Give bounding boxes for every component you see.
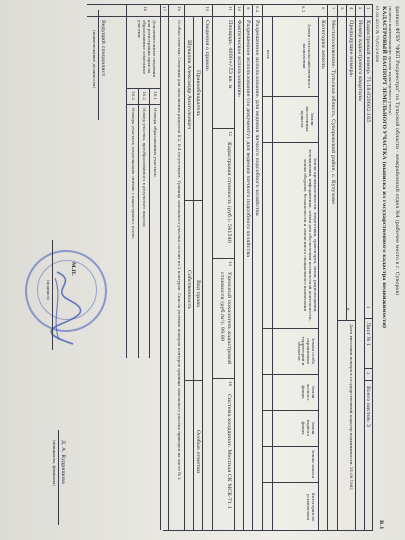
rule-h	[160, 4, 161, 530]
rule-h	[346, 4, 347, 320]
rule-h	[243, 4, 244, 530]
signer-caption: (инициалы, фамилия)	[52, 440, 57, 487]
rule-h	[138, 88, 139, 358]
rule-v	[185, 380, 203, 381]
cat-industry: Земли промышленности, энергетики, транспорта, связи, радиовещания, телевидения, информатики, земли для обеспечения космической деятельности, земли обороны, безопасности и земли иного специального назначения	[303, 149, 318, 321]
rule-v	[365, 380, 373, 381]
rule-h	[262, 4, 263, 530]
row-num-1: 1	[366, 7, 371, 10]
rule-v	[185, 200, 203, 201]
cadastral-value: Кадастровая стоимость (руб.): 541540	[226, 142, 232, 243]
unit-value: Удельный показатель кадастровой стоимости (руб./м²): 99.89	[219, 272, 232, 365]
cadastral-number: Кадастровый номер: 71:18:020602:165	[365, 20, 371, 123]
previous-numbers: Предыдущие номера:	[348, 20, 354, 78]
cat-water: Земли водного фонда	[301, 419, 316, 437]
formed-plots: Номера образованных участков:	[153, 108, 158, 177]
row-num-5: 5	[340, 7, 345, 10]
rule-numcol	[87, 16, 373, 17]
holder-name: Шувалов Александр Анатольевич	[186, 40, 192, 130]
row-num-18-3: 18.3	[131, 91, 136, 100]
cat-agri: Земли сельскохозяйственного назначения	[302, 23, 312, 89]
rule-top	[372, 4, 373, 530]
signature-caption: (подпись)	[46, 280, 51, 301]
area: Площадь: 4000+/-53 кв. м	[227, 20, 233, 89]
office-name: филиал ФГБУ "ФКП Росреестра" по Тульской области - межрайонный отдел №4 (рабочее место в г. Суворов)	[394, 6, 400, 296]
rule-v	[365, 368, 373, 369]
permitted-use-doc: Разрешенное использование (по документу): для ведения личного подсобного хозяйства	[245, 20, 251, 258]
entry-date: Дата внесения номера в государственный кадастр недвижимости: 24.09.1992	[349, 324, 354, 490]
col-holder: Правообладатель	[195, 70, 201, 117]
row-num-15: 15	[205, 6, 210, 12]
cat-reserve: Земли запаса	[311, 449, 316, 479]
row-num-4: 4	[349, 7, 354, 10]
role-caption: (наименование должности)	[92, 30, 97, 89]
rule-v	[213, 128, 235, 129]
rule-sign	[52, 240, 53, 350]
official-role: Ведущий специалист	[100, 20, 106, 77]
land-category: Категория земель:	[320, 20, 326, 70]
special-notes: Особые отметки: Сведения для заполнения разделов В.2, В.4 отсутствуют. Граница земельного участка состоит из 2 контуров. Список учетных номеров контуров границы земельного участка приведен на листе № 2	[177, 20, 182, 480]
row-num-17: 17	[162, 6, 167, 12]
rule-h	[202, 16, 203, 530]
row-num-6: 6	[346, 308, 351, 311]
rule-v	[127, 88, 161, 89]
rule-h	[364, 4, 365, 530]
rule-h	[126, 4, 127, 358]
rule-sign	[58, 430, 59, 525]
row-num-2: 2	[358, 7, 363, 10]
transformed-plot: Номер участка, преобразованного в результате выдела:	[142, 108, 147, 228]
row-num-10: 10	[237, 6, 242, 12]
rule-h	[212, 4, 213, 530]
rule-v	[213, 258, 235, 259]
row-num-9: 9	[246, 7, 251, 10]
row-num-12: 12	[228, 131, 233, 137]
rule-v	[338, 320, 356, 321]
rule-v	[213, 378, 235, 379]
signature	[45, 268, 85, 348]
col-right-type: Вид права	[195, 280, 201, 307]
sheet-label: Лист № 1	[365, 322, 371, 347]
total-sheets: Всего листов: 3	[365, 386, 371, 428]
rule-h	[184, 4, 185, 530]
cat-protected: Земли особо охраняемых территорий и объектов	[296, 336, 316, 366]
col-num: 1	[366, 306, 371, 309]
block-number: Номер кадастрового квартала:	[357, 20, 363, 102]
row-num-11: 11	[228, 6, 233, 12]
rule-left	[87, 4, 373, 5]
category-value: весь	[266, 50, 271, 60]
sheet-num: 3	[366, 372, 371, 375]
row-num-7: 7	[331, 7, 336, 10]
rule-h	[355, 4, 356, 530]
row-num-16: 16	[177, 6, 182, 12]
rule-h	[168, 4, 169, 530]
additional-info: Дополнительные сведения для регистрации прав на образованные земельные участки:	[137, 20, 157, 77]
row-num-8-2: 8.2	[255, 6, 260, 13]
row-num-18-2: 18.2	[142, 91, 147, 100]
mp-label: М.П.	[70, 262, 76, 276]
cat-forest: Земли лесного фонда	[301, 383, 316, 401]
row-num-8-1: 8.1	[301, 6, 306, 13]
rule-sign	[98, 10, 99, 120]
row-num-8: 8	[321, 7, 326, 10]
rule-h	[327, 4, 328, 530]
rule-h	[193, 16, 194, 530]
location: Местоположение: Тульская область, Суворовский район, с. Кутузово	[330, 20, 336, 205]
actual-use: Фактическое использование:	[236, 20, 242, 98]
row-num-13: 13	[228, 261, 233, 267]
doc-title: КАДАСТРОВЫЙ ПАСПОРТ ЗЕМЕЛЬНОГО УЧАСТКА (выписка из государственного кадастра недвижимости)	[381, 6, 387, 329]
doc-date: 01.05.2012 № 71/12-2-8590	[375, 6, 380, 63]
permitted-use: Разрешенное использование: для ведения личного подсобного хозяйства	[254, 20, 260, 216]
right-type: Собственность	[186, 270, 192, 310]
rule-v	[365, 318, 373, 319]
signer-name: Д. А. Кудряшова	[60, 440, 66, 484]
rule-v	[127, 104, 161, 105]
rule-h	[318, 16, 319, 530]
coordinate-system: Система координат: Местная СК МСК-71.1	[226, 394, 232, 509]
rule-h	[337, 4, 338, 530]
removed-plots: Номера участков, подлежащих снятию с кадастрового учета:	[131, 108, 136, 240]
col-special: Особые отметки	[195, 430, 201, 474]
office-caption: (полное наименование органа кадастрового учета)	[388, 6, 393, 115]
rule-h	[272, 16, 273, 530]
row-num-14: 14	[228, 381, 233, 387]
rights-info: Сведения о правах:	[204, 20, 210, 72]
row-num-18: 18	[143, 6, 148, 12]
rule-right	[163, 530, 373, 531]
rule-h	[234, 4, 235, 530]
cat-unset: Категория не установлена	[306, 492, 316, 522]
rule-h	[252, 4, 253, 530]
cat-settlements: Земли населенных пунктов	[300, 106, 315, 132]
rule-h	[149, 88, 150, 358]
row-num-18-1: 18.1	[153, 91, 158, 100]
form-code: В.1	[378, 520, 384, 530]
